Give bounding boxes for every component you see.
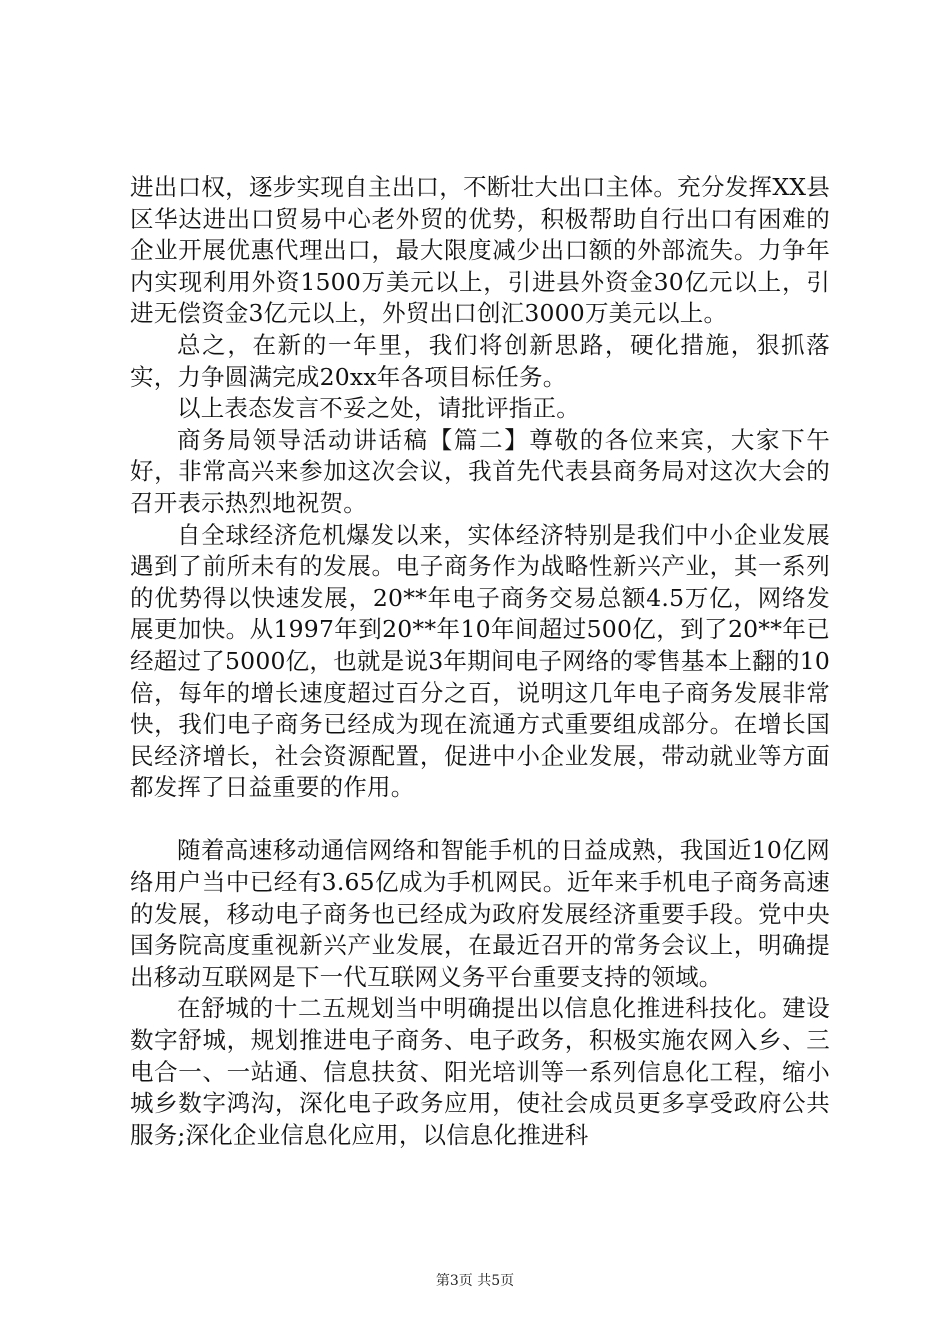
paragraph-gap (130, 804, 830, 836)
paragraph-continuation: 进出口权，逐步实现自主出口，不断壮大出口主体。充分发挥XX县区华达进出口贸易中心老外贸的优势，积极帮助自行出口有困难的企业开展优惠代理出口，最大限度减少出口额的外部流失。力争年内实现利用外资1500万美元以上，引进县外资金30亿元以上，引进无偿资金3亿元以上，外贸出口创汇3000万美元以上。 (130, 173, 830, 328)
paragraph-summary: 总之，在新的一年里，我们将创新思路，硬化措施，狠抓落实，力争圆满完成20xx年各项目标任务。 (130, 330, 830, 391)
paragraph-informatization: 在舒城的十二五规划当中明确提出以信息化推进科技化。建设数字舒城，规划推进电子商务、电子政务，积极实施农网入乡、三电合一、一站通、信息扶贫、阳光培训等一系列信息化工程，缩小城乡数字鸿沟，深化电子政务应用，使社会成员更多享受政府公共服务;深化企业信息化应用，以信息化推进科 (130, 994, 830, 1149)
paragraph-speech-opening: 商务局领导活动讲话稿【篇二】尊敬的各位来宾，大家下午好，非常高兴来参加这次会议，我首先代表县商务局对这次大会的召开表示热烈地祝贺。 (130, 425, 830, 517)
paragraph-closing-remark: 以上表态发言不妥之处，请批评指正。 (177, 394, 580, 423)
paragraph-mobile-commerce: 随着高速移动通信网络和智能手机的日益成熟，我国近10亿网络用户当中已经有3.65亿成为手机网民。近年来手机电子商务高速的发展，移动电子商务也已经成为政府发展经济重要手段。党中央国务院高度重视新兴产业发展，在最近召开的常务会议上，明确提出移动互联网是下一代互联网义务平台重要支持的领域。 (130, 836, 830, 991)
page-footer: 第3页 共5页 (435, 1273, 515, 1289)
paragraph-economy: 自全球经济危机爆发以来，实体经济特别是我们中小企业发展遇到了前所未有的发展。电子商务作为战略性新兴产业，其一系列的优势得以快速发展，20**年电子商务交易总额4.5万亿，网络发展更加快。从1997年到20**年10年间超过500亿，到了20**年已经超过了5000亿，也就是说3年期间电子网络的零售基本上翻的10倍，每年的增长速度超过百分之百，说明这几年电子商务发展非常快，我们电子商务已经成为现在流通方式重要组成部分。在增长国民经济增长，社会资源配置，促进中小企业发展，带动就业等方面都发挥了日益重要的作用。 (130, 520, 830, 802)
document-body (130, 172, 830, 1151)
